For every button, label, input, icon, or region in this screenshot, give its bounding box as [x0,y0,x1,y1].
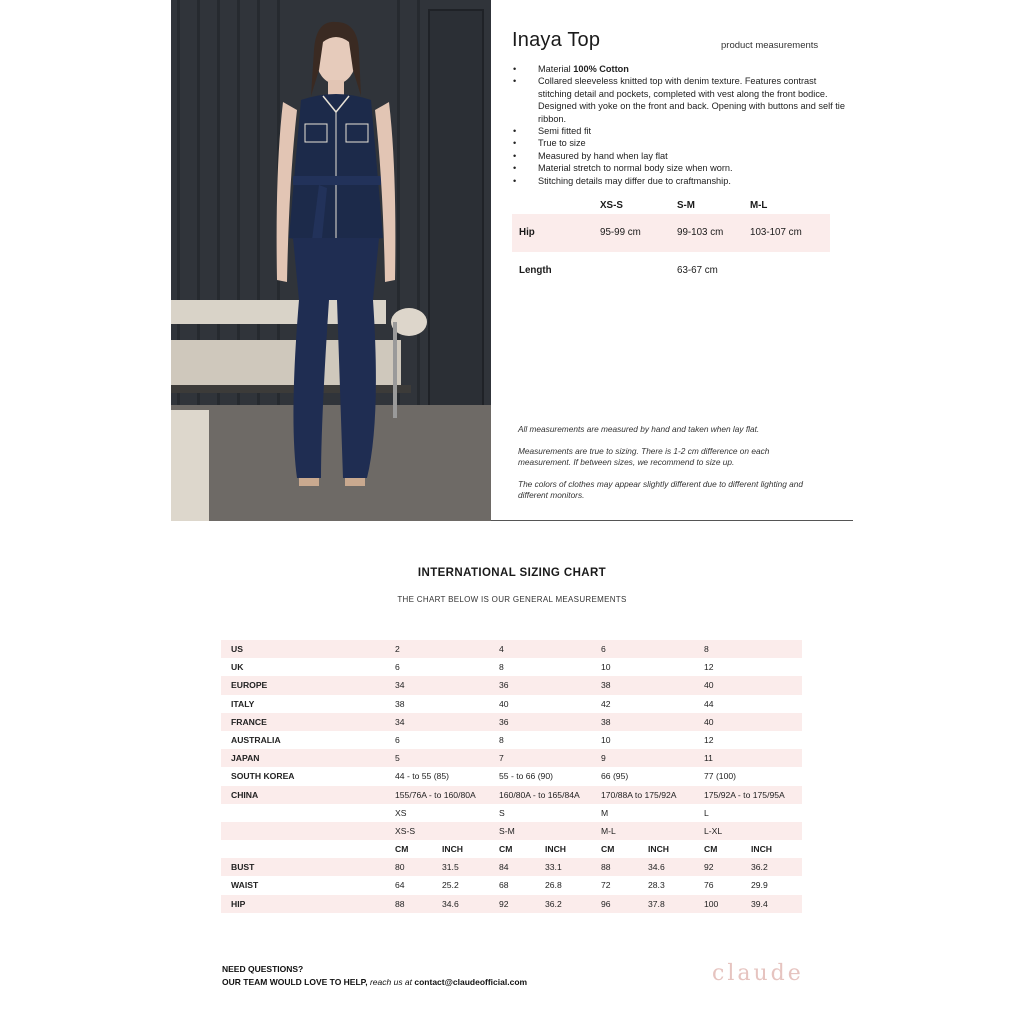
row-label: BUST [231,862,255,873]
size-header-row [512,198,830,214]
contact-footer [222,963,527,988]
table-cell: 6 [601,644,606,654]
table-cell: 55 - to 66 (90) [499,771,553,782]
unit-header-row [221,840,802,858]
table-row [221,749,802,767]
table-cell: 7 [499,753,504,764]
row-label: US [231,644,243,654]
table-cell: XS-S [395,825,416,836]
table-cell: 2 [395,644,400,654]
measurement-notes [518,424,818,512]
product-photo [171,0,491,521]
table-cell: 8 [499,734,504,745]
table-cell: 38 [601,716,611,727]
table-cell: 8 [499,662,504,673]
table-cell: 34 [395,680,405,691]
table-cell: 10 [601,734,611,745]
unit-header: CM [395,844,409,855]
row-label: ITALY [231,698,255,709]
note: The colors of clothes may appear slightly different due to different lighting and different monitors. [518,479,804,500]
row-label: FRANCE [231,716,267,727]
detail-item: • Collared sleeveless knitted top with denim texture. Features contrast stitching detail and pockets, completed with vest along the front bodice. Designed with yoke on the front and back. Opening with buttons and self tie ribbon. [512,75,852,125]
table-cell: 8 [704,644,709,654]
table-cell: XS [395,807,407,818]
table-cell: 42 [601,698,611,709]
table-cell: 84 [499,862,509,873]
table-cell: 36.2 [545,898,562,909]
unit-header: INCH [648,844,670,855]
table-cell: 28.3 [648,880,665,891]
table-cell: 44 - to 55 (85) [395,771,449,782]
table-cell: 39.4 [751,898,768,909]
hip-row [512,214,830,252]
table-row [221,767,802,785]
table-cell: 4 [499,644,504,654]
row-label: CHINA [231,789,259,800]
note: Measurements are true to sizing. There is 1-2 cm difference on each measurement. If between sizes, we recommend to size up. [518,446,770,467]
row-label: HIP [231,898,246,909]
table-cell: 34.6 [442,898,459,909]
detail-item: • Measured by hand when lay flat [512,150,852,162]
detail-item: • Semi fitted fit [512,125,852,137]
table-cell: 160/80A - to 165/84A [499,789,580,800]
table-cell: 88 [395,898,405,909]
table-cell: 66 (95) [601,771,629,782]
table-cell: S [499,807,505,818]
table-cell: 170/88A to 175/92A [601,789,677,800]
table-row [221,895,802,913]
table-cell: 11 [704,753,713,764]
table-cell: M-L [601,825,616,836]
unit-header: CM [601,844,615,855]
table-cell: 92 [499,898,509,909]
row-label: AUSTRALIA [231,734,281,745]
table-cell: 40 [704,716,714,727]
length-row [512,252,830,290]
row-label: EUROPE [231,680,268,691]
table-cell: 12 [704,662,714,673]
table-cell: 36 [499,680,509,691]
row-label: Length [519,265,552,276]
table-cell: 29.9 [751,880,768,891]
table-row [221,676,802,694]
size-header: XS-S [600,200,623,211]
detail-item: • True to size [512,137,852,149]
table-cell: 155/76A - to 160/80A [395,789,476,800]
table-cell: 68 [499,880,509,891]
footer-contact-line: OUR TEAM WOULD LOVE TO HELP, reach us at contact@claudeofficial.com [222,976,528,987]
table-row [221,858,802,876]
table-cell: 100 [704,898,719,909]
table-cell: 37.8 [648,898,665,909]
table-row [221,658,802,676]
footer-heading: NEED QUESTIONS? [222,964,304,974]
table-row [221,731,802,749]
table-cell: 88 [601,862,611,873]
product-title: Inaya Top [512,29,601,51]
table-cell: 5 [395,753,400,764]
table-cell: 31.5 [442,862,459,873]
table-cell: 44 [704,698,714,709]
unit-header: INCH [751,844,773,855]
table-cell: 12 [704,734,714,745]
table-row [221,822,802,840]
size-header: M-L [750,200,768,211]
table-cell: 77 (100) [704,771,737,782]
hip-value: 103-107 cm [750,227,802,238]
product-subtitle: product measurements [721,40,819,51]
table-row [221,786,802,804]
product-details-list [512,63,852,187]
table-cell: L [704,807,709,818]
hip-value: 99-103 cm [677,227,724,238]
table-cell: 92 [704,862,714,873]
detail-item: • Material 100% Cotton [512,63,852,75]
table-cell: 40 [704,680,714,691]
table-cell: 36 [499,716,509,727]
unit-header: CM [499,844,513,855]
row-label: Hip [519,227,535,238]
table-cell: 36.2 [751,862,768,873]
table-row [221,640,802,658]
international-sizing-table [221,640,802,913]
table-row [221,695,802,713]
table-cell: 80 [395,862,405,873]
unit-header: INCH [442,844,464,855]
row-label: UK [231,662,244,673]
table-cell: M [601,807,609,818]
sizing-chart-title: INTERNATIONAL SIZING CHART [417,567,607,579]
table-cell: 6 [395,662,400,673]
section-divider [491,520,853,521]
length-value: 63-67 cm [677,265,718,276]
detail-item: • Material stretch to normal body size when worn. [512,162,852,174]
hip-value: 95-99 cm [600,227,641,238]
table-cell: 34.6 [648,862,665,873]
table-cell: 72 [601,880,611,891]
sizing-chart-subtitle: THE CHART BELOW IS OUR GENERAL MEASUREMENTS [397,595,627,604]
table-row [221,713,802,731]
table-cell: 38 [395,698,405,709]
product-measurement-table [512,198,830,290]
table-cell: 33.1 [545,862,562,873]
table-row [221,876,802,894]
table-cell: 9 [601,753,606,764]
table-cell: 96 [601,898,611,909]
note: All measurements are measured by hand and taken when lay flat. [518,424,760,434]
table-cell: 34 [395,716,405,727]
table-cell: 64 [395,880,405,891]
table-cell: 76 [704,880,714,891]
size-header: S-M [677,200,695,211]
detail-item: • Stitching details may differ due to craftmanship. [512,175,852,187]
brand-logo: claude [712,961,804,986]
row-label: SOUTH KOREA [231,771,295,782]
table-cell: 26.8 [545,880,562,891]
unit-header: CM [704,844,718,855]
table-cell: S-M [499,825,515,836]
table-cell: 10 [601,662,611,673]
table-cell: 40 [499,698,509,709]
table-cell: L-XL [704,825,723,836]
table-row [221,804,802,822]
contact-email-link[interactable]: contact@claudeofficial.com [414,976,528,987]
table-cell: 175/92A - to 175/95A [704,789,785,800]
table-cell: 25.2 [442,880,459,891]
table-cell: 38 [601,680,611,691]
row-label: JAPAN [231,753,260,764]
row-label: WAIST [231,880,259,891]
table-cell: 6 [395,734,400,745]
unit-header: INCH [545,844,567,855]
